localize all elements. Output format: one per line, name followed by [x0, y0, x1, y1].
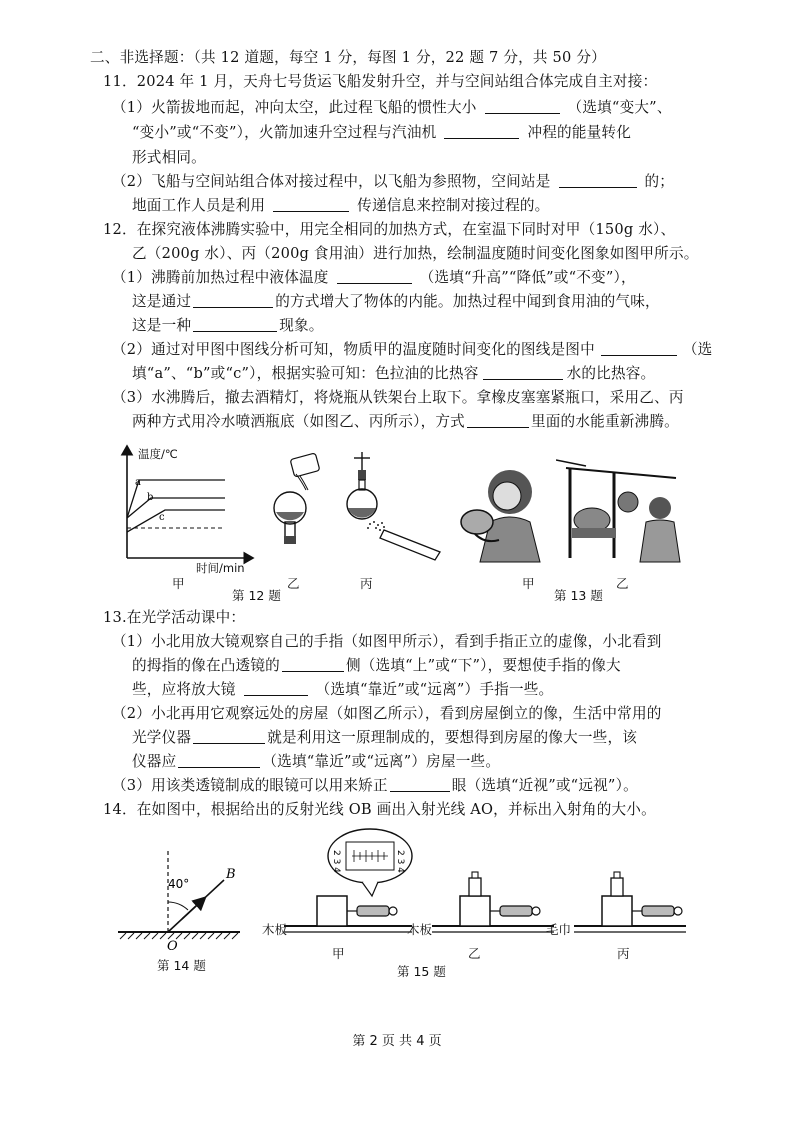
weight-yi	[469, 878, 481, 896]
fig15-label-yi: 乙	[468, 946, 481, 961]
q11-stem: 11．2024 年 1 月，天舟七号货运飞船发射升空，并与空间站组合体完成自主对接：	[103, 73, 658, 90]
q13-blank-3[interactable]	[193, 729, 265, 744]
ray-arrow	[182, 901, 202, 920]
q13-p2-text4: （选填“靠近”或“远离”）房屋一些。	[262, 753, 501, 770]
q12-part2-line2	[132, 364, 655, 384]
fig13-person-frame	[556, 458, 696, 570]
q13-p2-text: 光学仪器	[132, 729, 192, 746]
fig14-reflection-diagram	[112, 842, 247, 952]
q12-part1-line1	[112, 268, 636, 288]
q13-part2-line1: （2）小北再用它观察远处的房屋（如图乙所示），看到房屋倒立的像，生活中常用的	[112, 705, 662, 722]
fig12-x-label: 时间/min	[196, 561, 245, 575]
curve-c-label: c	[159, 512, 165, 523]
q12-blank-3[interactable]	[193, 317, 277, 332]
fig12-label-jia: 甲	[172, 576, 185, 591]
point-b-label: B	[226, 867, 236, 882]
q11-p1-text3: 冲程的能量转化	[527, 124, 631, 141]
q13-blank-2[interactable]	[244, 681, 308, 696]
spring-scale-yi	[500, 906, 532, 916]
q13-blank-4[interactable]	[178, 753, 260, 768]
fig15-friction-setups	[262, 828, 692, 943]
q11-part2-line1	[112, 172, 674, 192]
q13-part2-line3	[132, 752, 500, 772]
fig12-label-yi: 乙	[287, 576, 300, 591]
q11-p2-text2: 的；	[644, 173, 675, 190]
q12-p1-text5: 现象。	[279, 317, 324, 334]
q11-part1-line1	[112, 98, 672, 118]
q13-part3	[112, 776, 638, 796]
curve-b-label: b	[147, 492, 154, 503]
q12-part3-line2	[132, 412, 679, 432]
q11-p2-text3: 地面工作人员是利用	[132, 197, 266, 214]
spring-scale-jia	[357, 906, 389, 916]
scale-left-label: 2 3 4	[331, 850, 341, 873]
weight-bing	[611, 878, 623, 896]
q12-blank-2[interactable]	[193, 293, 273, 308]
fig13-label-yi: 乙	[616, 576, 629, 591]
q12-p2-text4: 水的比热容。	[566, 365, 656, 382]
q13-p3-text: （3）用该类透镜制成的眼镜可以用来矫正	[112, 777, 388, 794]
fig15-caption: 第 15 题	[397, 964, 446, 979]
spring-scale-bing	[642, 906, 674, 916]
fig12-flask-yi	[270, 450, 340, 550]
q11-part2-line2	[132, 196, 549, 216]
q11-part1-line2	[132, 123, 631, 143]
section-header: 二、非选择题：（共 12 道题，每空 1 分，每图 1 分，22 题 7 分，共 50 分）	[90, 49, 606, 66]
q13-p1-text3: 些，应将放大镜	[132, 681, 236, 698]
fig15-board2-label: 木板	[407, 922, 433, 937]
q13-blank-5[interactable]	[390, 777, 450, 792]
q13-blank-1[interactable]	[282, 657, 344, 672]
angle-arc	[168, 902, 188, 910]
curve-c	[127, 510, 225, 532]
q13-stem: 13.在光学活动课中：	[103, 609, 246, 626]
q11-part1-line3: 形式相同。	[132, 149, 206, 166]
q12-blank-1[interactable]	[337, 269, 412, 284]
fig14-caption: 第 14 题	[157, 958, 206, 973]
fig15-towel-label: 毛巾	[546, 922, 572, 937]
fig12-caption: 第 12 题	[232, 588, 281, 603]
block-bing	[602, 896, 632, 926]
q11-blank-4[interactable]	[273, 197, 349, 212]
fig15-label-bing: 丙	[617, 946, 630, 961]
q12-p2-text3: 填“a”、“b”或“c”），根据实验可知：色拉油的比热容	[132, 365, 479, 382]
q13-p1-text2: 侧（选填“上”或“下”），要想使手指的像大	[345, 657, 621, 674]
q12-p1-text3: 的方式增大了物体的内能。加热过程中闻到食用油的气味，	[275, 293, 660, 310]
angle-label: 40°	[168, 877, 190, 891]
curve-b	[127, 498, 225, 518]
q11-blank-1[interactable]	[485, 99, 560, 114]
q12-p1-text4: 这是一种	[132, 317, 192, 334]
q13-part1-line1: （1）小北用放大镜观察自己的手指（如图甲所示），看到手指正立的虚像，小北看到	[112, 633, 662, 650]
q12-part3-line1: （3）水沸腾后，撤去酒精灯，将烧瓶从铁架台上取下。拿橡皮塞塞紧瓶口，采用乙、丙	[112, 389, 684, 406]
q12-p1-text: （1）沸腾前加热过程中液体温度	[112, 269, 329, 286]
block-jia	[317, 896, 347, 926]
fig13-person-magnifier	[455, 462, 555, 567]
fig12-y-label: 温度/℃	[138, 447, 178, 461]
q12-stem-2: 乙（200g 水）、丙（200g 食用油）进行加热，绘制温度随时间变化图象如图甲所示。	[132, 245, 699, 262]
q13-p1-text4: （选填“靠近”或“远离”）手指一些。	[315, 681, 554, 698]
q11-blank-3[interactable]	[559, 173, 637, 188]
fig13-caption: 第 13 题	[554, 588, 603, 603]
q12-p2-text2: （选	[682, 341, 713, 358]
q12-blank-4[interactable]	[601, 341, 677, 356]
q12-p3-text: 两种方式用冷水喷洒瓶底（如图乙、丙所示），方式	[132, 413, 465, 430]
q11-p1-text2: “变小”或“不变”），火箭加速升空过程与汽油机	[132, 124, 437, 141]
q11-p1-hint: （选填“变大”、	[567, 99, 672, 116]
q12-p2-text: （2）通过对甲图中图线分析可知，物质甲的温度随时间变化的图线是图中	[112, 341, 595, 358]
q13-p1-text: 的拇指的像在凸透镜的	[132, 657, 280, 674]
curve-a	[127, 480, 225, 518]
curve-a-label: a	[135, 477, 141, 488]
point-o-label: O	[167, 939, 178, 952]
q13-p3-text2: 眼（选填“近视”或“远视”）。	[451, 777, 638, 794]
q11-blank-2[interactable]	[444, 124, 519, 139]
page-footer: 第 2 页 共 4 页	[352, 1034, 442, 1049]
q13-p2-text3: 仪器应	[132, 753, 177, 770]
fig15-label-jia: 甲	[332, 946, 345, 961]
q12-blank-5[interactable]	[483, 365, 563, 380]
q13-part1-line3	[132, 680, 553, 700]
fig13-label-jia: 甲	[522, 576, 535, 591]
q13-part1-line2	[132, 656, 621, 676]
q12-part1-line3	[132, 316, 324, 336]
q12-blank-6[interactable]	[467, 413, 529, 428]
q12-p3-text2: 里面的水能重新沸腾。	[530, 413, 679, 430]
q11-p2-text4: 传递信息来控制对接过程的。	[357, 197, 550, 214]
fig15-board1-label: 木板	[262, 922, 288, 937]
block-yi	[460, 896, 490, 926]
q12-part1-line2	[132, 292, 660, 312]
scale-right-label: 2 3 4	[395, 850, 405, 873]
q14-stem: 14．在如图中，根据给出的反射光线 OB 画出入射光线 AO，并标出入射角的大小。	[103, 801, 656, 818]
q12-p1-text2: 这是通过	[132, 293, 192, 310]
q12-p1-hint: （选填“升高”“降低”或“不变”），	[419, 269, 636, 286]
q11-p2-text: （2）飞船与空间站组合体对接过程中，以飞船为参照物，空间站是	[112, 173, 551, 190]
q12-part2-line1	[112, 340, 712, 360]
q13-p2-text2: 就是利用这一原理制成的，要想得到房屋的像大一些，该	[267, 729, 638, 746]
fig12-flask-bing	[340, 452, 450, 562]
q12-stem-1: 12．在探究液体沸腾实验中，用完全相同的加热方式，在室温下同时对甲（150g 水）、	[103, 221, 676, 238]
q13-part2-line2	[132, 728, 637, 748]
fig12-label-bing: 丙	[360, 576, 373, 591]
q11-p1-text: （1）火箭拔地而起，冲向太空，此过程飞船的惯性大小	[112, 99, 477, 116]
